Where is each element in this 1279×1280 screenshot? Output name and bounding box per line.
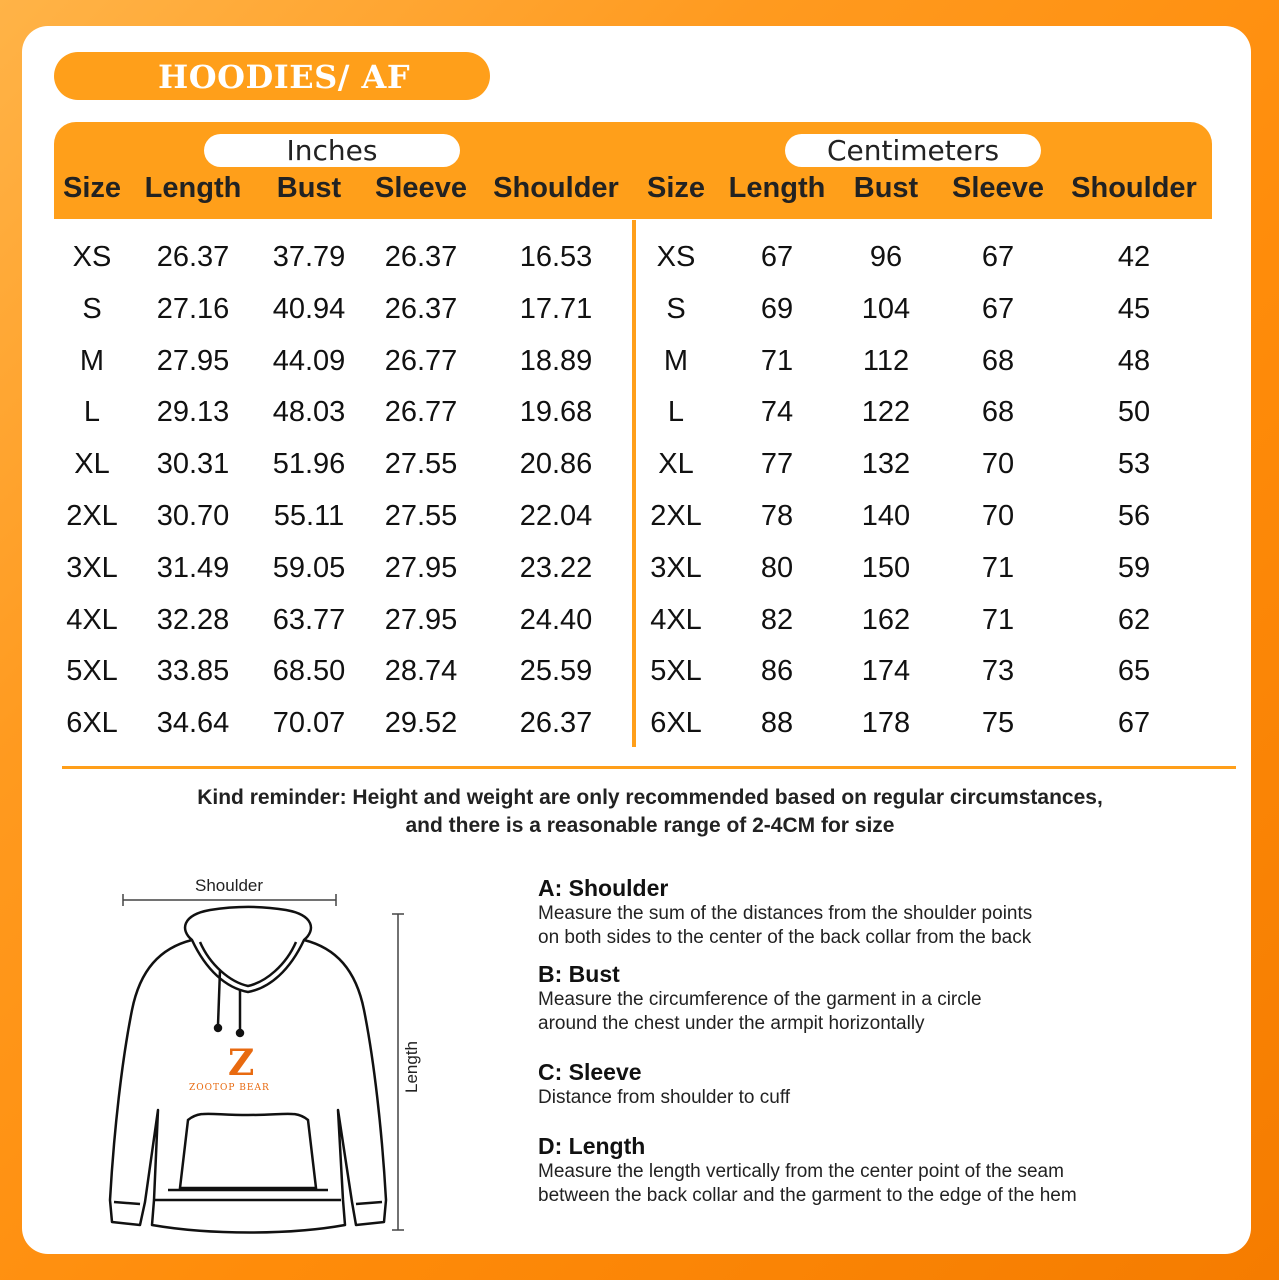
cell-bust-cm: 104 [861,292,911,325]
cell-bust-in: 48.03 [272,396,346,429]
cell-size-cm: XL [658,448,694,481]
cell-length-cm: 71 [760,344,794,377]
cell-sleeve-in: 27.95 [384,603,458,636]
cell-length-cm: 77 [760,448,794,481]
cell-sleeve-in: 26.77 [384,396,458,429]
cell-shoulder-cm: 45 [1117,292,1151,325]
shoulder-heading: A: Shoulder [538,875,669,901]
cell-sleeve-cm: 75 [981,707,1015,740]
length-measure-label: Length [402,1041,421,1093]
sleeve-text: Distance from shoulder to cuff [538,1087,791,1108]
col-header-size-cm: Size [646,172,706,204]
brand-logo-icon: Z [228,1042,255,1084]
cell-bust-in: 59.05 [272,551,346,584]
cell-bust-in: 70.07 [272,707,346,740]
cell-sleeve-in: 28.74 [384,655,458,688]
cell-length-cm: 67 [760,241,794,273]
cell-bust-cm: 178 [861,707,911,740]
cell-bust-cm: 162 [861,603,911,636]
cell-bust-in: 40.94 [272,292,346,325]
unit-centimeters-label: Centimeters [785,134,1041,167]
cell-bust-cm: 174 [861,655,911,688]
section-divider [62,766,1236,769]
cell-shoulder-cm: 50 [1117,396,1151,429]
cell-length-cm: 74 [760,396,794,429]
cell-length-in: 27.95 [156,344,230,377]
sleeve-heading: C: Sleeve [538,1059,642,1085]
col-header-bust-cm: Bust [853,172,919,204]
cell-size-in: XL [74,448,110,481]
length-heading: D: Length [538,1133,646,1159]
cell-shoulder-cm: 59 [1117,551,1151,584]
cell-length-cm: 86 [760,655,794,688]
bust-text: Measure the circumference of the garment in a circle around the chest under the armpit horizontally [538,989,982,1034]
cell-length-cm: 82 [760,603,794,636]
shoulder-measure-label: Shoulder [195,876,264,895]
col-header-length-in: Length [144,172,242,204]
table-row [0,231,1279,283]
cell-shoulder-in: 25.59 [519,655,593,688]
shoulder-text: Measure the sum of the distances from the shoulder points on both sides to the center of the back collar from the back [538,903,1033,948]
cell-sleeve-cm: 71 [981,551,1015,584]
cell-sleeve-cm: 70 [981,500,1015,532]
cell-size-in: 5XL [66,655,118,688]
col-header-size-in: Size [62,172,122,204]
length-description [538,1132,1218,1208]
cell-bust-cm: 112 [862,344,910,377]
cell-sleeve-cm: 68 [981,344,1015,377]
cell-bust-cm: 122 [861,396,911,429]
cell-shoulder-in: 16.53 [519,241,593,273]
cell-shoulder-in: 17.71 [519,292,593,325]
cell-shoulder-cm: 48 [1117,344,1151,377]
cell-size-in: L [83,396,101,429]
cell-length-cm: 88 [760,707,794,740]
cell-length-in: 33.85 [156,655,230,688]
cell-sleeve-in: 26.77 [384,344,458,377]
cell-sleeve-in: 26.37 [384,292,458,325]
cell-shoulder-in: 20.86 [519,448,593,481]
cell-shoulder-in: 23.22 [519,551,593,584]
cell-bust-cm: 132 [861,448,911,481]
cell-shoulder-cm: 53 [1117,448,1151,481]
cell-length-cm: 69 [760,292,794,325]
cell-bust-cm: 150 [861,551,911,584]
cell-bust-in: 37.79 [272,241,346,273]
cell-size-in: XS [72,241,112,273]
cell-bust-in: 63.77 [272,603,346,636]
cell-shoulder-in: 19.68 [519,396,593,429]
table-row [0,438,1279,490]
cell-size-in: 3XL [66,551,118,584]
cell-size-in: M [79,344,105,377]
table-row [0,645,1279,697]
table-row [0,594,1279,646]
cell-shoulder-cm: 67 [1117,707,1151,740]
title-banner [54,52,490,100]
cell-bust-cm: 140 [861,500,911,532]
cell-shoulder-cm: 56 [1117,500,1151,532]
cell-size-cm: 6XL [650,707,702,740]
cell-length-in: 26.37 [156,241,230,273]
cell-length-in: 30.70 [156,500,230,532]
col-header-sleeve-in: Sleeve [375,172,467,204]
cell-sleeve-in: 27.55 [384,500,458,532]
cell-shoulder-in: 24.40 [519,603,593,636]
cell-sleeve-in: 27.95 [384,551,458,584]
col-header-shoulder-cm: Shoulder [1071,172,1197,204]
cell-size-cm: L [667,396,685,429]
cell-sleeve-in: 27.55 [384,448,458,481]
table-row [0,490,1279,542]
cell-shoulder-in: 18.89 [519,344,593,377]
cell-sleeve-in: 26.37 [384,241,458,273]
cell-size-in: 4XL [66,603,118,636]
col-header-length-cm: Length [728,172,826,204]
table-row [0,386,1279,438]
cell-sleeve-in: 29.52 [384,707,458,740]
table-header [54,122,1212,219]
cell-shoulder-in: 26.37 [519,707,593,740]
brand-name: ZOOTOP BEAR [189,1083,270,1093]
cell-length-in: 30.31 [156,448,230,481]
bust-heading: B: Bust [538,961,620,987]
cell-shoulder-cm: 65 [1117,655,1151,688]
cell-size-in: 2XL [66,500,118,532]
cell-size-cm: 2XL [650,500,702,532]
cell-size-in: S [82,292,102,325]
cell-sleeve-cm: 73 [981,655,1015,688]
cell-length-in: 29.13 [156,396,230,429]
cell-shoulder-cm: 42 [1117,241,1151,273]
cell-sleeve-cm: 70 [981,448,1015,481]
cell-bust-in: 68.50 [272,655,346,688]
cell-bust-in: 44.09 [272,344,346,377]
cell-bust-in: 51.96 [272,448,346,481]
cell-sleeve-cm: 67 [981,241,1015,273]
cell-length-cm: 78 [760,500,794,532]
kind-reminder: Kind reminder: Height and weight are only recommended based on regular circumstances, and there is a reasonable range of 2-4CM for size [197,786,1103,837]
table-row [0,335,1279,387]
cell-bust-cm: 96 [869,241,903,273]
col-header-sleeve-cm: Sleeve [952,172,1044,204]
cell-length-in: 27.16 [156,292,230,325]
cell-length-in: 31.49 [156,551,230,584]
bust-description [538,960,1218,1036]
cell-size-in: 6XL [66,707,118,740]
cell-length-in: 32.28 [156,603,230,636]
unit-divider [632,220,636,747]
sleeve-description [538,1058,1218,1110]
cell-size-cm: 3XL [650,551,702,584]
cell-sleeve-cm: 71 [981,603,1015,636]
cell-bust-in: 55.11 [273,500,345,532]
table-row [0,697,1279,749]
col-header-shoulder-in: Shoulder [493,172,619,204]
length-text: Measure the length vertically from the center point of the seam between the back collar and the garment to the edge of the hem [538,1161,1077,1206]
cell-shoulder-cm: 62 [1117,603,1151,636]
unit-inches-label: Inches [204,134,460,167]
cell-length-cm: 80 [760,551,794,584]
table-row [0,283,1279,335]
cell-sleeve-cm: 67 [981,292,1015,325]
cell-sleeve-cm: 68 [981,396,1015,429]
cell-size-cm: XS [656,241,696,273]
page-title: HOODIES/ AF [158,58,411,96]
shoulder-description [538,874,1218,950]
cell-size-cm: S [666,292,686,325]
cell-shoulder-in: 22.04 [519,500,593,532]
cell-length-in: 34.64 [156,707,230,740]
cell-size-cm: 4XL [650,603,702,636]
table-row [0,542,1279,594]
cell-size-cm: M [663,344,689,377]
cell-size-cm: 5XL [650,655,702,688]
col-header-bust-in: Bust [276,172,342,204]
